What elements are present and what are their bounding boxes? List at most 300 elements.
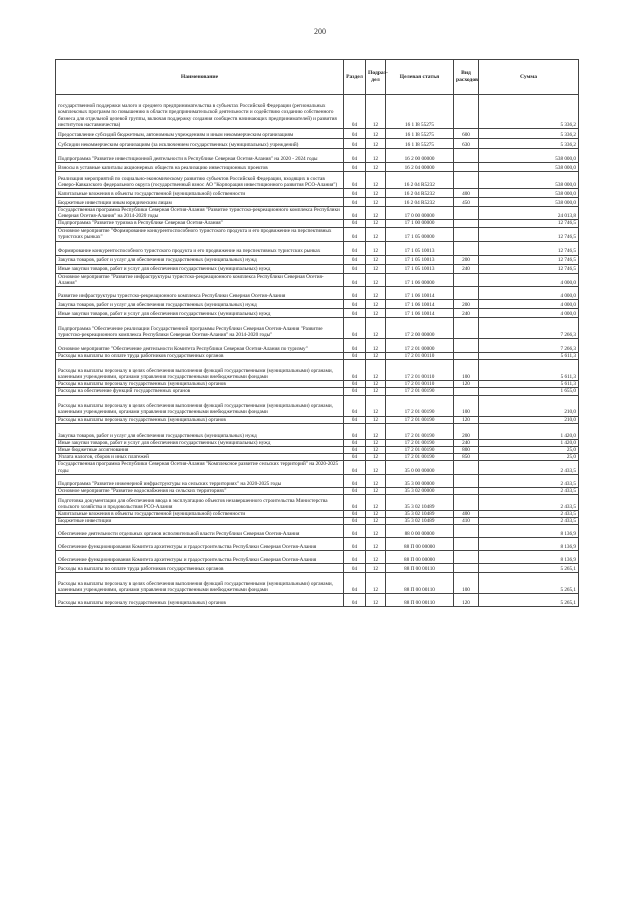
cell-subsection: 12 bbox=[366, 273, 386, 286]
header-name: Наименование bbox=[56, 60, 344, 95]
cell-target: 17 1 05 10013 bbox=[386, 264, 454, 273]
cell-type bbox=[454, 353, 479, 360]
cell-subsection: 12 bbox=[366, 474, 386, 487]
cell-type: 200 bbox=[454, 255, 479, 264]
table-row bbox=[56, 395, 579, 416]
table-row bbox=[56, 518, 579, 525]
cell-name: Расходы на выплаты персоналу государственных (муниципальных) органов bbox=[56, 416, 344, 423]
cell-target: 16 1 I8 55275 bbox=[386, 139, 454, 149]
cell-section: 04 bbox=[344, 423, 366, 439]
cell-type: 200 bbox=[454, 300, 479, 309]
cell-sum: 5 336,2 bbox=[479, 129, 579, 139]
cell-subsection: 12 bbox=[366, 461, 386, 474]
header-target: Целевая статья bbox=[386, 60, 454, 95]
cell-subsection: 12 bbox=[366, 149, 386, 163]
cell-target: 16 2 04 R5232 bbox=[386, 172, 454, 189]
cell-sum: 5 611,3 bbox=[479, 381, 579, 388]
cell-sum: 12 746,5 bbox=[479, 255, 579, 264]
cell-target: 17 2 01 00190 bbox=[386, 388, 454, 395]
cell-type bbox=[454, 525, 479, 538]
cell-section: 04 bbox=[344, 395, 366, 416]
cell-type: 240 bbox=[454, 309, 479, 318]
cell-sum: 8 136,9 bbox=[479, 551, 579, 564]
cell-target: 17 1 05 10013 bbox=[386, 255, 454, 264]
cell-target: 17 1 06 10014 bbox=[386, 287, 454, 300]
table-row bbox=[56, 264, 579, 273]
cell-target: 17 2 01 00190 bbox=[386, 423, 454, 439]
table-row bbox=[56, 189, 579, 198]
table-row bbox=[56, 287, 579, 300]
table-row bbox=[56, 381, 579, 388]
cell-target: 17 2 01 00190 bbox=[386, 454, 454, 461]
cell-name: Развитие инфраструктуры туристско-рекреационного комплекса Республики Северная Осетия-Алания bbox=[56, 287, 344, 300]
table-row bbox=[56, 474, 579, 487]
table-row bbox=[56, 388, 579, 395]
cell-subsection: 12 bbox=[366, 207, 386, 220]
cell-section: 04 bbox=[344, 95, 366, 129]
cell-subsection: 12 bbox=[366, 395, 386, 416]
cell-name: Расходы на выплаты персоналу государственных (муниципальных) органов bbox=[56, 594, 344, 607]
cell-subsection: 12 bbox=[366, 439, 386, 446]
cell-type bbox=[454, 538, 479, 551]
cell-target: 17 1 06 10014 bbox=[386, 309, 454, 318]
cell-sum: 5 611,3 bbox=[479, 360, 579, 381]
page-number: 200 bbox=[314, 27, 326, 36]
table-row bbox=[56, 129, 579, 139]
cell-type: 450 bbox=[454, 198, 479, 207]
cell-sum: 2 433,5 bbox=[479, 474, 579, 487]
cell-target: 88 П 00 00110 bbox=[386, 573, 454, 594]
cell-subsection: 12 bbox=[366, 518, 386, 525]
cell-sum: 25,0 bbox=[479, 447, 579, 454]
table-row bbox=[56, 339, 579, 353]
table-row bbox=[56, 439, 579, 446]
cell-type bbox=[454, 287, 479, 300]
cell-subsection: 12 bbox=[366, 538, 386, 551]
cell-sum: 5 265,1 bbox=[479, 594, 579, 607]
cell-section: 04 bbox=[344, 511, 366, 518]
cell-target: 88 0 00 00000 bbox=[386, 525, 454, 538]
cell-type bbox=[454, 495, 479, 511]
cell-section: 04 bbox=[344, 487, 366, 494]
cell-sum: 2 433,5 bbox=[479, 487, 579, 494]
cell-type: 100 bbox=[454, 395, 479, 416]
cell-section: 04 bbox=[344, 264, 366, 273]
cell-name: Иные закупки товаров, работ и услуг для обеспечения государственных (муниципальных) нужд bbox=[56, 309, 344, 318]
cell-name: Иные закупки товаров, работ и услуг для обеспечения государственных (муниципальных) нужд bbox=[56, 264, 344, 273]
cell-target: 16 2 04 R5232 bbox=[386, 189, 454, 198]
cell-name: Подпрограмма "Обеспечение реализации Государственной программы Республики Северная Осетия-Алания "Развитие туристско-рекреационного комплекса Республики Северная Осетия-Алания" на 2014-2020 годы" bbox=[56, 318, 344, 339]
table-row bbox=[56, 273, 579, 286]
cell-target: 17 0 00 00000 bbox=[386, 207, 454, 220]
cell-target: 16 1 I8 55275 bbox=[386, 129, 454, 139]
cell-name: Расходы на обеспечение функций государственных органов bbox=[56, 388, 344, 395]
cell-sum: 210,0 bbox=[479, 416, 579, 423]
cell-section: 04 bbox=[344, 172, 366, 189]
table-row bbox=[56, 423, 579, 439]
table-row bbox=[56, 487, 579, 494]
cell-section: 04 bbox=[344, 220, 366, 227]
cell-target: 17 1 06 00000 bbox=[386, 273, 454, 286]
cell-name: Расходы на выплаты персоналу государственных (муниципальных) органов bbox=[56, 381, 344, 388]
cell-type: 600 bbox=[454, 129, 479, 139]
cell-target: 17 2 01 00190 bbox=[386, 416, 454, 423]
budget-table bbox=[55, 59, 579, 607]
cell-sum: 538 000,0 bbox=[479, 189, 579, 198]
cell-section: 04 bbox=[344, 287, 366, 300]
cell-name: Бюджетные инвестиции bbox=[56, 518, 344, 525]
cell-target: 17 2 00 00000 bbox=[386, 318, 454, 339]
cell-name: Основное мероприятие "Развитие инфраструктуры туристско-рекреационного комплекса Республики Северная Осетия-Алания" bbox=[56, 273, 344, 286]
cell-subsection: 12 bbox=[366, 129, 386, 139]
cell-type bbox=[454, 551, 479, 564]
cell-target: 17 2 01 00190 bbox=[386, 447, 454, 454]
cell-section: 04 bbox=[344, 573, 366, 594]
cell-name: Расходы на выплаты персоналу в целях обеспечения выполнения функций государственными (муниципальными) органами, казенными учреждениями, органами управления государственными внебюджетными фондами bbox=[56, 360, 344, 381]
cell-type bbox=[454, 149, 479, 163]
cell-name: Закупка товаров, работ и услуг для обеспечения государственных (муниципальных) нужд bbox=[56, 423, 344, 439]
cell-sum: 7 266,3 bbox=[479, 339, 579, 353]
table-row bbox=[56, 573, 579, 594]
cell-section: 04 bbox=[344, 551, 366, 564]
cell-type: 400 bbox=[454, 189, 479, 198]
cell-target: 17 2 01 00190 bbox=[386, 439, 454, 446]
cell-section: 04 bbox=[344, 139, 366, 149]
cell-sum: 538 000,0 bbox=[479, 172, 579, 189]
cell-subsection: 12 bbox=[366, 381, 386, 388]
cell-section: 04 bbox=[344, 416, 366, 423]
cell-subsection: 12 bbox=[366, 318, 386, 339]
cell-name: Уплата налогов, сборов и иных платежей bbox=[56, 454, 344, 461]
cell-subsection: 12 bbox=[366, 454, 386, 461]
cell-section: 04 bbox=[344, 594, 366, 607]
cell-sum: 538 000,0 bbox=[479, 198, 579, 207]
cell-sum: 2 433,5 bbox=[479, 461, 579, 474]
cell-name: Закупка товаров, работ и услуг для обеспечения государственных (муниципальных) нужд bbox=[56, 300, 344, 309]
cell-section: 04 bbox=[344, 381, 366, 388]
cell-name: Обеспечение деятельности отдельных органов исполнительной власти Республики Северная Осетия-Алания bbox=[56, 525, 344, 538]
cell-name: Закупка товаров, работ и услуг для обеспечения государственных (муниципальных) нужд bbox=[56, 255, 344, 264]
cell-subsection: 12 bbox=[366, 95, 386, 129]
cell-name: Субсидии некоммерческим организациям (за исключением государственных (муниципальных) учреждений) bbox=[56, 139, 344, 149]
cell-sum: 12 746,5 bbox=[479, 241, 579, 255]
cell-subsection: 12 bbox=[366, 353, 386, 360]
cell-section: 04 bbox=[344, 353, 366, 360]
cell-type: 120 bbox=[454, 381, 479, 388]
cell-type: 100 bbox=[454, 360, 479, 381]
table-row bbox=[56, 511, 579, 518]
cell-target: 88 П 00 00110 bbox=[386, 564, 454, 573]
cell-section: 04 bbox=[344, 129, 366, 139]
cell-name: Основное мероприятие "Обеспечение деятельности Комитета Республики Северная Осетия-Алания по туризму" bbox=[56, 339, 344, 353]
cell-target: 17 1 06 10014 bbox=[386, 300, 454, 309]
table-row bbox=[56, 207, 579, 220]
cell-name: Иные бюджетные ассигнования bbox=[56, 447, 344, 454]
table-row bbox=[56, 198, 579, 207]
cell-subsection: 12 bbox=[366, 388, 386, 395]
cell-section: 04 bbox=[344, 360, 366, 381]
cell-subsection: 12 bbox=[366, 139, 386, 149]
cell-name: Капитальные вложения в объекты государственной (муниципальной) собственности bbox=[56, 189, 344, 198]
cell-name: государственной поддержки малого и среднего предпринимательства в субъектах Российской Федерации (региональных комплексных программ по повышению в области предпринимательской деятельности и содействию созданию собственного бизнеса для отдельной целевой группы, включая поддержку создания сообществ начинающих предпринимателей) и развития институтов наставничества) bbox=[56, 95, 344, 129]
table-row bbox=[56, 139, 579, 149]
cell-type: 200 bbox=[454, 423, 479, 439]
cell-section: 04 bbox=[344, 447, 366, 454]
cell-section: 04 bbox=[344, 207, 366, 220]
cell-section: 04 bbox=[344, 227, 366, 241]
cell-target: 35 3 00 00000 bbox=[386, 474, 454, 487]
table-row bbox=[56, 255, 579, 264]
cell-target: 17 2 01 00000 bbox=[386, 339, 454, 353]
cell-name: Обеспечение функционирования Комитета архитектуры и градостроительства Республики Северная Осетия-Алания bbox=[56, 538, 344, 551]
cell-type bbox=[454, 474, 479, 487]
cell-type bbox=[454, 95, 479, 129]
cell-target: 35 0 00 00000 bbox=[386, 461, 454, 474]
cell-type bbox=[454, 220, 479, 227]
cell-target: 16 2 04 00000 bbox=[386, 163, 454, 172]
cell-name: Капитальные вложения в объекты государственной (муниципальной) собственности bbox=[56, 511, 344, 518]
cell-sum: 5 336,2 bbox=[479, 139, 579, 149]
cell-sum: 5 611,3 bbox=[479, 353, 579, 360]
cell-subsection: 12 bbox=[366, 220, 386, 227]
table-body bbox=[56, 95, 579, 607]
cell-target: 35 3 02 10489 bbox=[386, 495, 454, 511]
cell-sum: 24 013,8 bbox=[479, 207, 579, 220]
cell-sum: 538 000,0 bbox=[479, 163, 579, 172]
cell-section: 04 bbox=[344, 495, 366, 511]
cell-subsection: 12 bbox=[366, 255, 386, 264]
cell-type bbox=[454, 339, 479, 353]
cell-name: Расходы на выплаты по оплате труда работников государственных органов bbox=[56, 353, 344, 360]
cell-subsection: 12 bbox=[366, 447, 386, 454]
table-row bbox=[56, 172, 579, 189]
cell-name: Основное мероприятие "Формирование конкурентоспособного туристского продукта и его продвижение на перспективных туристских рынках" bbox=[56, 227, 344, 241]
cell-sum: 25,0 bbox=[479, 454, 579, 461]
cell-sum: 5 265,1 bbox=[479, 573, 579, 594]
table-row bbox=[56, 454, 579, 461]
cell-name: Расходы на выплаты по оплате труда работников государственных органов bbox=[56, 564, 344, 573]
table-row bbox=[56, 564, 579, 573]
cell-sum: 1 420,0 bbox=[479, 423, 579, 439]
cell-name: Бюджетные инвестиции иным юридическим лицам bbox=[56, 198, 344, 207]
cell-target: 35 3 02 00000 bbox=[386, 487, 454, 494]
cell-subsection: 12 bbox=[366, 564, 386, 573]
table-row bbox=[56, 309, 579, 318]
cell-subsection: 12 bbox=[366, 360, 386, 381]
cell-subsection: 12 bbox=[366, 423, 386, 439]
cell-sum: 5 265,1 bbox=[479, 564, 579, 573]
cell-subsection: 12 bbox=[366, 198, 386, 207]
table-row bbox=[56, 241, 579, 255]
cell-type bbox=[454, 461, 479, 474]
cell-type: 850 bbox=[454, 454, 479, 461]
cell-section: 04 bbox=[344, 318, 366, 339]
cell-section: 04 bbox=[344, 454, 366, 461]
cell-target: 88 П 00 00110 bbox=[386, 594, 454, 607]
cell-subsection: 12 bbox=[366, 300, 386, 309]
table-row bbox=[56, 360, 579, 381]
cell-subsection: 12 bbox=[366, 309, 386, 318]
table-row bbox=[56, 300, 579, 309]
header-section: Раздел bbox=[344, 60, 366, 95]
cell-target: 17 1 05 00000 bbox=[386, 227, 454, 241]
cell-name: Расходы на выплаты персоналу в целях обеспечения выполнения функций государственными (муниципальными) органами, казенными учреждениями, органами управления государственными внебюджетными фондами bbox=[56, 395, 344, 416]
header-type: Вид расходов bbox=[454, 60, 479, 95]
table-row bbox=[56, 594, 579, 607]
cell-type: 100 bbox=[454, 573, 479, 594]
table-row bbox=[56, 525, 579, 538]
table-row bbox=[56, 461, 579, 474]
cell-sum: 5 336,2 bbox=[479, 95, 579, 129]
cell-name: Иные закупки товаров, работ и услуг для обеспечения государственных (муниципальных) нужд bbox=[56, 439, 344, 446]
cell-sum: 2 433,5 bbox=[479, 518, 579, 525]
cell-type bbox=[454, 207, 479, 220]
cell-sum: 4 000,0 bbox=[479, 309, 579, 318]
cell-name: Расходы на выплаты персоналу в целях обеспечения выполнения функций государственными (муниципальными) органами, казенными учреждениями, органами управления государственными внебюджетными фондами bbox=[56, 573, 344, 594]
cell-section: 04 bbox=[344, 198, 366, 207]
table-row bbox=[56, 495, 579, 511]
cell-sum: 4 000,0 bbox=[479, 273, 579, 286]
cell-type bbox=[454, 227, 479, 241]
table-row bbox=[56, 447, 579, 454]
table-row bbox=[56, 551, 579, 564]
cell-name: Подпрограмма "Развитие туризма в Республике Северная Осетия-Алания" bbox=[56, 220, 344, 227]
cell-type: 400 bbox=[454, 511, 479, 518]
cell-sum: 12 746,5 bbox=[479, 264, 579, 273]
cell-section: 04 bbox=[344, 538, 366, 551]
cell-subsection: 12 bbox=[366, 189, 386, 198]
cell-subsection: 12 bbox=[366, 594, 386, 607]
cell-subsection: 12 bbox=[366, 495, 386, 511]
cell-sum: 2 433,5 bbox=[479, 495, 579, 511]
cell-name: Реализация мероприятий по социально-экономическому развитию субъектов Российской Федерации, входящих в состав Северо-Кавказского федерального округа (государственный взнос АО "Корпорация инвестиционного развития РСО-Алания") bbox=[56, 172, 344, 189]
cell-type bbox=[454, 273, 479, 286]
cell-type: 630 bbox=[454, 139, 479, 149]
cell-section: 04 bbox=[344, 273, 366, 286]
cell-subsection: 12 bbox=[366, 264, 386, 273]
cell-name: Предоставление субсидий бюджетным, автономным учреждениям и иным некоммерческим организациям bbox=[56, 129, 344, 139]
table-header-row bbox=[56, 60, 579, 95]
cell-target: 35 3 02 10489 bbox=[386, 511, 454, 518]
cell-name: Подготовка документации для обеспечения ввода в эксплуатацию объектов незавершенного строительства Министерства сельского хозяйства и продовольствия РСО-Алания bbox=[56, 495, 344, 511]
cell-name: Государственная программа Республики Северная Осетия-Алания "Развитие туристско-рекреационного комплекса Республики Северная Осетия-Алания" на 2014-2020 годы bbox=[56, 207, 344, 220]
cell-name: Подпрограмма "Развитие инвестиционной деятельности в Республике Северная Осетия-Алания" на 2020 - 2024 годы bbox=[56, 149, 344, 163]
cell-subsection: 12 bbox=[366, 525, 386, 538]
header-subsection: Подраз- дел bbox=[366, 60, 386, 95]
table-row bbox=[56, 318, 579, 339]
cell-section: 04 bbox=[344, 461, 366, 474]
table-row bbox=[56, 149, 579, 163]
cell-target: 17 2 01 00110 bbox=[386, 381, 454, 388]
cell-target: 17 2 01 00110 bbox=[386, 353, 454, 360]
cell-target: 88 П 00 00000 bbox=[386, 551, 454, 564]
cell-section: 04 bbox=[344, 525, 366, 538]
cell-sum: 2 433,5 bbox=[479, 511, 579, 518]
cell-subsection: 12 bbox=[366, 227, 386, 241]
cell-type bbox=[454, 172, 479, 189]
cell-target: 88 П 00 00000 bbox=[386, 538, 454, 551]
cell-subsection: 12 bbox=[366, 416, 386, 423]
cell-section: 04 bbox=[344, 189, 366, 198]
cell-target: 17 2 01 00190 bbox=[386, 395, 454, 416]
cell-section: 04 bbox=[344, 309, 366, 318]
cell-sum: 12 746,5 bbox=[479, 220, 579, 227]
cell-name: Взносы в уставные капиталы акционерных обществ на реализацию инвестиционных проектов bbox=[56, 163, 344, 172]
cell-section: 04 bbox=[344, 518, 366, 525]
cell-name: Обеспечение функционирования Комитета архитектуры и градостроительства Республики Северная Осетия-Алания bbox=[56, 551, 344, 564]
cell-subsection: 12 bbox=[366, 573, 386, 594]
table-row bbox=[56, 353, 579, 360]
table-row bbox=[56, 538, 579, 551]
cell-type: 240 bbox=[454, 264, 479, 273]
table-row bbox=[56, 95, 579, 129]
cell-section: 04 bbox=[344, 149, 366, 163]
cell-target: 17 2 01 00110 bbox=[386, 360, 454, 381]
cell-name: Формирование конкурентоспособного туристского продукта и его продвижение на перспективных туристских рынках bbox=[56, 241, 344, 255]
cell-sum: 4 000,0 bbox=[479, 287, 579, 300]
cell-sum: 1 420,0 bbox=[479, 439, 579, 446]
cell-sum: 8 136,9 bbox=[479, 538, 579, 551]
cell-section: 04 bbox=[344, 564, 366, 573]
cell-sum: 7 266,3 bbox=[479, 318, 579, 339]
table-row bbox=[56, 220, 579, 227]
cell-sum: 12 746,5 bbox=[479, 227, 579, 241]
cell-section: 04 bbox=[344, 163, 366, 172]
cell-type: 120 bbox=[454, 594, 479, 607]
cell-type bbox=[454, 564, 479, 573]
cell-section: 04 bbox=[344, 339, 366, 353]
cell-subsection: 12 bbox=[366, 339, 386, 353]
cell-target: 16 2 04 R5232 bbox=[386, 198, 454, 207]
cell-section: 04 bbox=[344, 439, 366, 446]
cell-type bbox=[454, 318, 479, 339]
cell-sum: 1 655,0 bbox=[479, 388, 579, 395]
cell-subsection: 12 bbox=[366, 287, 386, 300]
cell-name: Основное мероприятие "Развитие водоснабжения на сельских территориях" bbox=[56, 487, 344, 494]
cell-sum: 210,0 bbox=[479, 395, 579, 416]
cell-subsection: 12 bbox=[366, 241, 386, 255]
cell-type bbox=[454, 487, 479, 494]
cell-target: 16 2 00 00000 bbox=[386, 149, 454, 163]
table-row bbox=[56, 163, 579, 172]
table-row bbox=[56, 416, 579, 423]
cell-target: 17 1 00 00000 bbox=[386, 220, 454, 227]
cell-subsection: 12 bbox=[366, 172, 386, 189]
cell-type bbox=[454, 388, 479, 395]
cell-name: Государственная программа Республики Северная Осетия-Алания "Комплексное развитие сельских территорий" на 2020-2025 годы bbox=[56, 461, 344, 474]
cell-type bbox=[454, 163, 479, 172]
cell-sum: 538 000,0 bbox=[479, 149, 579, 163]
cell-subsection: 12 bbox=[366, 487, 386, 494]
cell-section: 04 bbox=[344, 255, 366, 264]
cell-section: 04 bbox=[344, 388, 366, 395]
header-sum: Сумма bbox=[479, 60, 579, 95]
cell-type bbox=[454, 241, 479, 255]
cell-section: 04 bbox=[344, 474, 366, 487]
table-row bbox=[56, 227, 579, 241]
cell-sum: 8 136,9 bbox=[479, 525, 579, 538]
cell-type: 410 bbox=[454, 518, 479, 525]
cell-section: 04 bbox=[344, 300, 366, 309]
cell-type: 120 bbox=[454, 416, 479, 423]
cell-subsection: 12 bbox=[366, 511, 386, 518]
cell-target: 16 1 I8 55275 bbox=[386, 95, 454, 129]
cell-target: 17 1 05 10013 bbox=[386, 241, 454, 255]
cell-type: 800 bbox=[454, 447, 479, 454]
cell-name: Подпрограмма "Развитие инженерной инфраструктуры на сельских территориях" на 2020-2025 годы bbox=[56, 474, 344, 487]
cell-type: 240 bbox=[454, 439, 479, 446]
cell-subsection: 12 bbox=[366, 163, 386, 172]
